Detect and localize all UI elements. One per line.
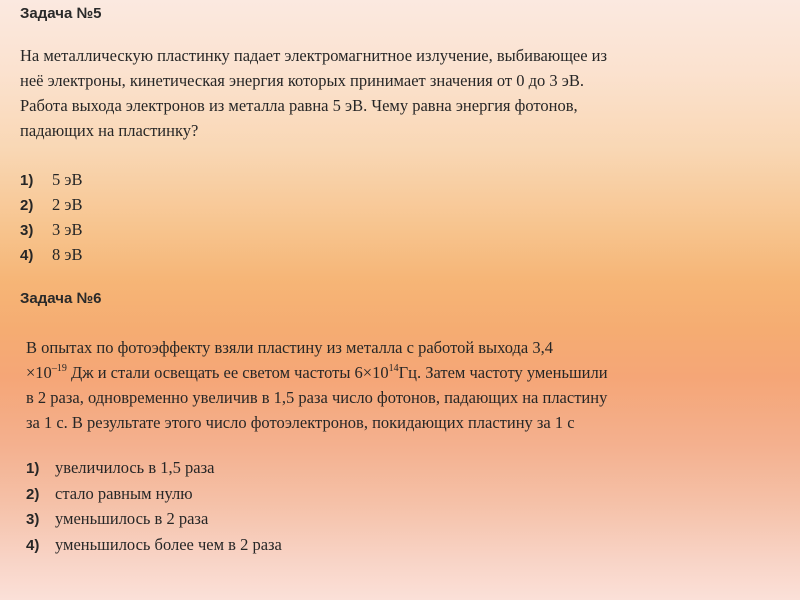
task6-question-line: в 2 раза, одновременно увеличив в 1,5 раза число фотонов, падающих на пластину xyxy=(26,388,608,407)
task6-exponent-work: –19 xyxy=(51,363,67,374)
task6-title: Задача №6 xyxy=(20,290,102,307)
option-text: уменьшилось в 2 раза xyxy=(55,509,209,528)
task6-option-2[interactable] xyxy=(26,482,282,508)
option-text: 3 эВ xyxy=(52,220,83,239)
option-text: 8 эВ xyxy=(52,245,83,264)
option-text: стало равным нулю xyxy=(55,483,193,503)
task5-option-2[interactable] xyxy=(20,193,82,218)
task6-question-line: за 1 с. В результате этого число фотоэлектронов, покидающих пластину за 1 с xyxy=(26,413,575,432)
task6-option-3[interactable] xyxy=(26,507,282,533)
task6-exponent-frequency: 14 xyxy=(388,363,399,374)
task6-line2-part1: ×10 xyxy=(26,363,52,382)
task5-question-line: На металлическую пластинку падает электромагнитное излучение, выбивающее из xyxy=(20,46,608,65)
option-number: 3) xyxy=(26,511,40,528)
task6-question-line: В опытах по фотоэффекту взяли пластину из металла с работой выхода 3,4 xyxy=(26,338,554,357)
task6-option-4[interactable] xyxy=(26,533,282,559)
option-number: 1) xyxy=(26,460,40,477)
task6-line2-part3: Гц. Затем частоту уменьшили xyxy=(398,363,608,382)
task6-option-1[interactable] xyxy=(26,456,282,482)
task6-question xyxy=(26,335,608,435)
task6-options xyxy=(26,456,282,558)
task6-line2-part2: Дж и стали освещать ее светом частоты 6×10 xyxy=(66,363,389,382)
option-text: 2 эВ xyxy=(52,195,83,214)
option-number: 2) xyxy=(26,485,40,503)
task5-question xyxy=(20,43,607,143)
option-number: 4) xyxy=(20,247,34,264)
task5-option-1[interactable] xyxy=(20,168,82,193)
task5-title: Задача №5 xyxy=(20,5,102,22)
task5-question-line: Работа выхода электронов из металла равна 5 эВ. Чему равна энергия фотонов, xyxy=(20,96,578,115)
task5-options xyxy=(20,168,82,268)
option-number: 4) xyxy=(26,536,40,554)
option-text: 5 эВ xyxy=(52,170,83,189)
task5-option-4[interactable] xyxy=(20,243,82,268)
task5-question-line: неё электроны, кинетическая энергия которых принимает значения от 0 до 3 эВ. xyxy=(20,71,584,90)
option-number: 1) xyxy=(20,172,34,189)
option-text: уменьшилось более чем в 2 раза xyxy=(55,534,282,554)
option-number: 3) xyxy=(20,222,34,239)
task5-question-line: падающих на пластинку? xyxy=(20,121,199,140)
task6-question-line xyxy=(26,360,608,385)
option-text: увеличилось в 1,5 раза xyxy=(55,458,215,477)
option-number: 2) xyxy=(20,197,34,214)
task5-option-3[interactable] xyxy=(20,218,82,243)
